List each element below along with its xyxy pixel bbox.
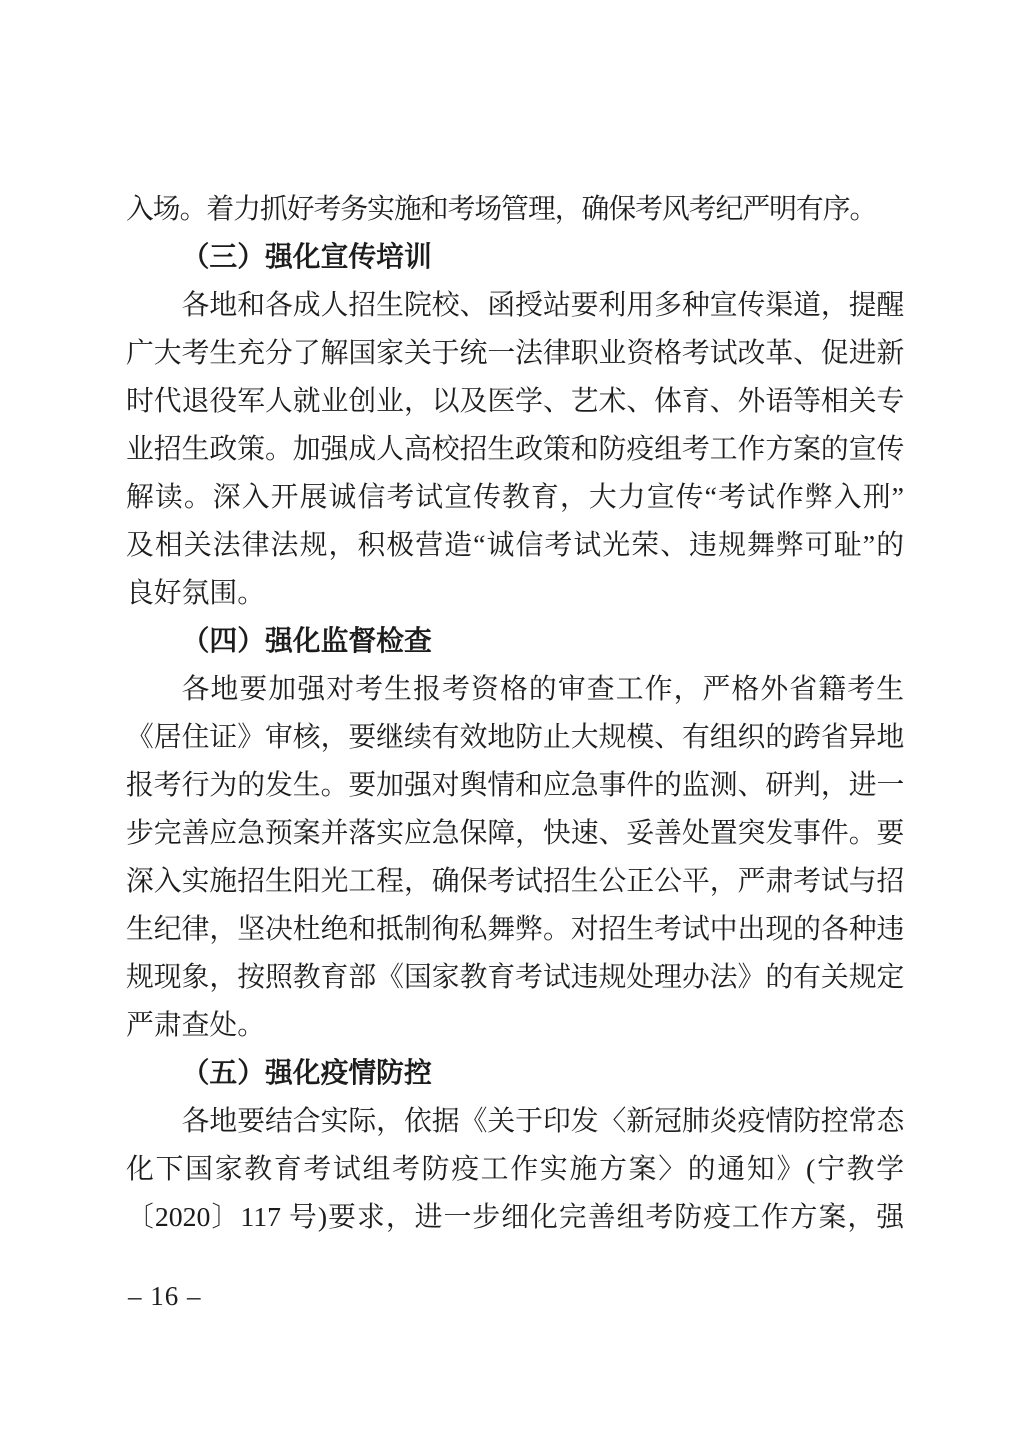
text-line: 广大考生充分了解国家关于统一法律职业资格考试改革、促进新 bbox=[126, 338, 905, 369]
text-line: 各地要结合实际，依据《关于印发〈新冠肺炎疫情防控常态 bbox=[181, 1106, 905, 1137]
text-line: 深入实施招生阳光工程，确保考试招生公正公平，严肃考试与招 bbox=[126, 866, 905, 897]
text-line: 严肃查处。 bbox=[126, 1010, 265, 1041]
text-line: 报考行为的发生。要加强对舆情和应急事件的监测、研判，进一 bbox=[126, 770, 905, 801]
document-body bbox=[126, 186, 904, 1242]
page-number: – 16 – bbox=[128, 1281, 202, 1311]
text-line: 各地和各成人招生院校、函授站要利用多种宣传渠道，提醒 bbox=[181, 290, 905, 321]
text-line: 及相关法律法规，积极营造“诚信考试光荣、违规舞弊可耻”的 bbox=[126, 530, 904, 561]
text-line: 业招生政策。加强成人高校招生政策和防疫组考工作方案的宣传 bbox=[126, 434, 905, 465]
text-line: 时代退役军人就业创业，以及医学、艺术、体育、外语等相关专 bbox=[126, 386, 905, 417]
text-line: 良好氛围。 bbox=[126, 578, 265, 609]
text-line: 〔2020〕117 号)要求，进一步细化完善组考防疫工作方案，强 bbox=[126, 1202, 904, 1233]
text-line: 化下国家教育考试组考防疫工作实施方案〉的通知》(宁教学 bbox=[126, 1154, 904, 1185]
section-heading: （三）强化宣传培训 bbox=[181, 242, 432, 273]
text-line: 入场。着力抓好考务实施和考场管理，确保考风考纪严明有序。 bbox=[126, 194, 877, 225]
text-line: 各地要加强对考生报考资格的审查工作，严格外省籍考生 bbox=[181, 674, 904, 705]
section-heading: （四）强化监督检查 bbox=[181, 626, 432, 657]
text-line: 解读。深入开展诚信考试宣传教育，大力宣传“考试作弊入刑” bbox=[126, 482, 904, 513]
section-heading: （五）强化疫情防控 bbox=[181, 1058, 432, 1089]
text-line: 规现象，按照教育部《国家教育考试违规处理办法》的有关规定 bbox=[126, 962, 905, 993]
text-line: 步完善应急预案并落实应急保障，快速、妥善处置突发事件。要 bbox=[126, 818, 905, 849]
text-line: 生纪律，坚决杜绝和抵制徇私舞弊。对招生考试中出现的各种违 bbox=[126, 914, 905, 945]
text-line: 《居住证》审核，要继续有效地防止大规模、有组织的跨省异地 bbox=[126, 722, 905, 753]
